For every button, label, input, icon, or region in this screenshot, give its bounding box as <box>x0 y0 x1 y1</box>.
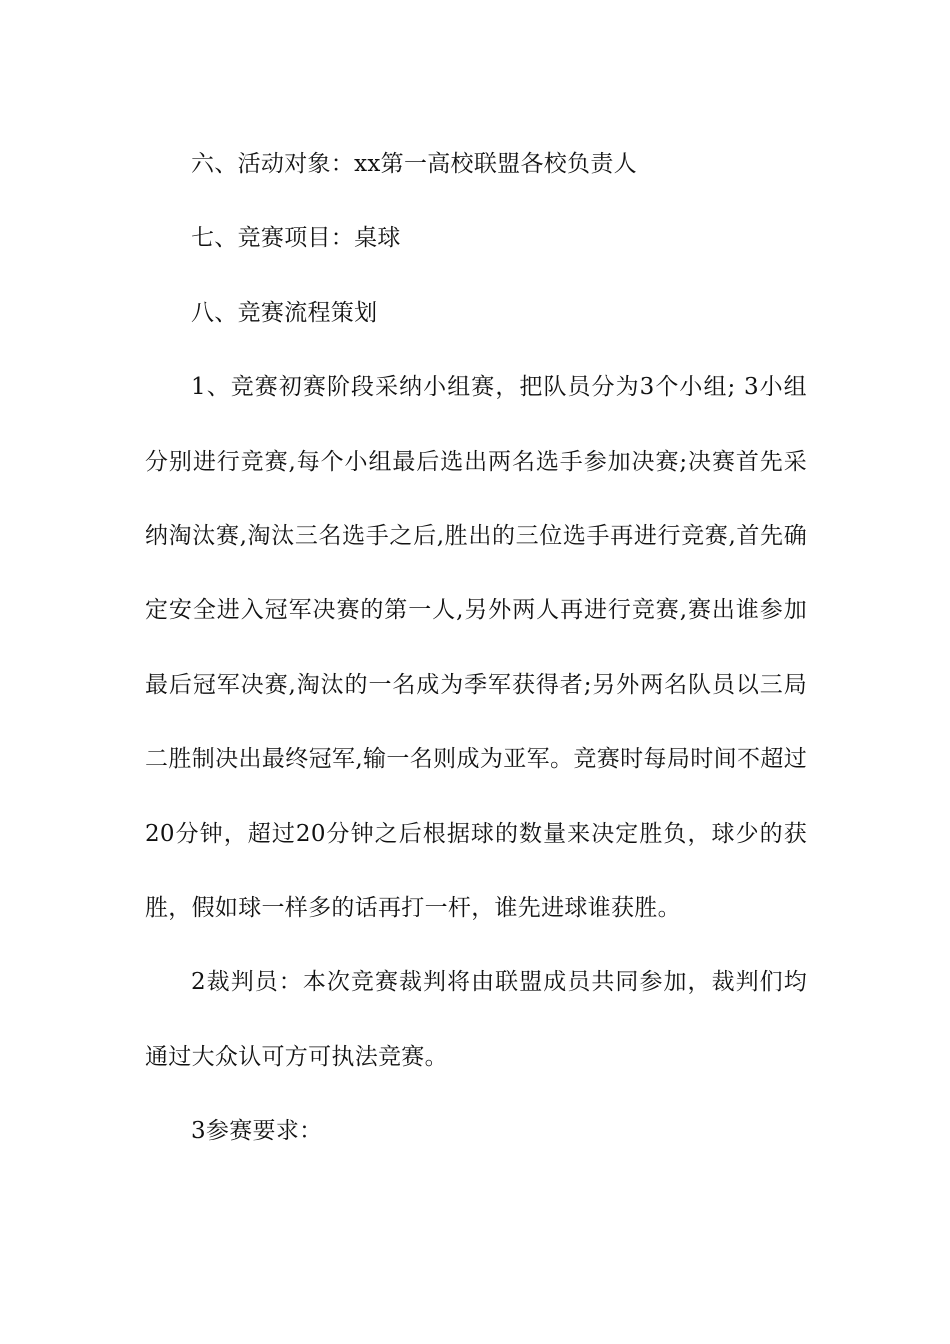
paragraph-process-heading: 八、竞赛流程策划 <box>191 299 378 326</box>
document-body <box>145 127 807 1169</box>
paragraph-requirements: 3参赛要求： <box>191 1118 323 1145</box>
paragraph-preliminary-rules: 1、竞赛初赛阶段采纳小组赛，把队员分为3个小组; 3小组分别进行竞赛,每个小组最后选出两名选手参加决赛;决赛首先采纳淘汰赛,淘汰三名选手之后,胜出的三位选手再进行竞赛,首先确定安全进入冠军决赛的第一人,另外两人再进行竞赛,赛出谁参加最后冠军决赛,淘汰的一名成为季军获得者;另外两名队员以三局二胜制决出最终冠军,输一名则成为亚军。竞赛时每局时间不超过20分钟，超过20分钟之后根据球的数量来决定胜负，球少的获胜，假如球一样多的话再打一杆，谁先进球谁获胜。 <box>145 374 807 922</box>
paragraph-activity-target: 六、活动对象：xx第一高校联盟各校负责人 <box>191 151 637 177</box>
paragraph-competition-item: 七、竞赛项目：桌球 <box>191 225 401 252</box>
paragraph-referees: 2裁判员：本次竞赛裁判将由联盟成员共同参加，裁判们均通过大众认可方可执法竞赛。 <box>145 969 807 1070</box>
